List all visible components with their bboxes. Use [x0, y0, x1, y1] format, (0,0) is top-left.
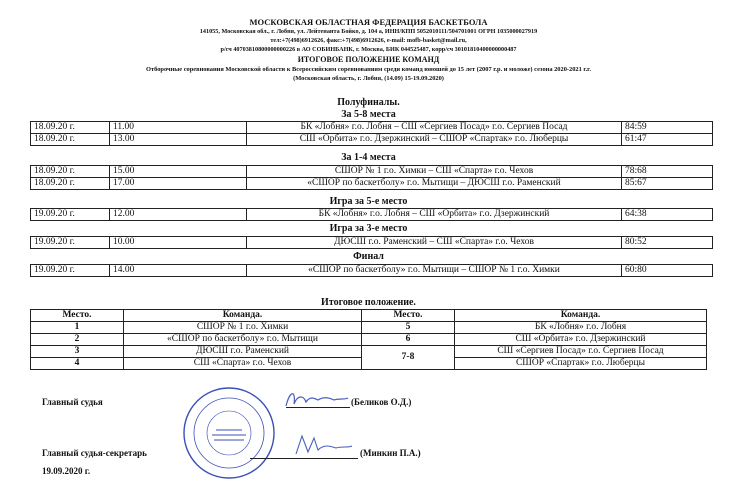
game-match: ДЮСШ г.о. Раменский – СШ «Спарта» г.о. Чехов: [247, 237, 622, 249]
game-date: 18.09.20 г.: [31, 178, 110, 190]
judge-signature-line: [286, 407, 350, 408]
game-score: 61:47: [622, 134, 713, 146]
section-1-4-title: За 1-4 места: [341, 152, 396, 163]
game-match: «СШОР по баскетболу» г.о. Мытищи – СШОР № 1 г.о. Химки: [247, 265, 622, 277]
team: СШ «Спарта» г.о. Чехов: [124, 358, 362, 370]
final-game-title: Финал: [353, 251, 384, 262]
place: 6: [362, 334, 455, 346]
team: ДЮСШ г.о. Раменский: [124, 346, 362, 358]
game-row: [31, 178, 713, 190]
game-date: 19.09.20 г.: [31, 265, 110, 277]
game-date: 19.09.20 г.: [31, 237, 110, 249]
game-date: 18.09.20 г.: [31, 122, 110, 134]
game-match: БК «Лобня» г.о. Лобня – СШ «Орбита» г.о. Дзержинский: [247, 209, 622, 221]
game-row: [31, 265, 713, 277]
place: 2: [31, 334, 124, 346]
game-date: 18.09.20 г.: [31, 134, 110, 146]
game-row: [31, 237, 713, 249]
col-place-header: Место.: [31, 310, 124, 322]
place: 3: [31, 346, 124, 358]
game-time: 14.00: [110, 265, 247, 277]
place: 7-8: [362, 346, 455, 370]
secretary-label: Главный судья-секретарь: [42, 448, 147, 458]
final-game-table: [30, 264, 713, 277]
standings-row: [31, 334, 707, 346]
game-score: 85:67: [622, 178, 713, 190]
standings-title: Итоговое положение.: [321, 297, 416, 308]
game-score: 60:80: [622, 265, 713, 277]
standings-row: [31, 322, 707, 334]
federation-contacts: тел:+7(498)6912626, факс:+7(498)6912626, e-mail: mofb-basket@mail.ru,: [270, 37, 467, 44]
col-team-header: Команда.: [124, 310, 362, 322]
standings-table: [30, 309, 707, 370]
col-place-header: Место.: [362, 310, 455, 322]
game-row: [31, 166, 713, 178]
team: СШ «Орбита» г.о. Дзержинский: [455, 334, 707, 346]
competition-location: (Московская область, г. Лобня, (14.09) 15-19.09.2020): [293, 75, 444, 82]
game-row: [31, 122, 713, 134]
game-date: 18.09.20 г.: [31, 166, 110, 178]
game-time: 13.00: [110, 134, 247, 146]
team: БК «Лобня» г.о. Лобня: [455, 322, 707, 334]
game-time: 15.00: [110, 166, 247, 178]
game-time: 17.00: [110, 178, 247, 190]
game-score: 80:52: [622, 237, 713, 249]
game-score: 84:59: [622, 122, 713, 134]
game-match: СШОР № 1 г.о. Химки – СШ «Спарта» г.о. Чехов: [247, 166, 622, 178]
game-row: [31, 209, 713, 221]
judge-name: (Беликов О.Д.): [351, 397, 412, 407]
standings-header-row: [31, 310, 707, 322]
competition-description: Отборочные соревнования Московской области к Всероссийским соревнованиям среди команд юношей до 15 лет (2007 г.р. и моложе) сезона 2020-2021 г.г.: [146, 66, 591, 73]
game-3rd-table: [30, 236, 713, 249]
game-3rd-title: Игра за 3-е место: [329, 223, 408, 234]
federation-address: 141055, Московская обл., г. Лобня, ул. Лейтенанта Бойко, д. 104 а, ИНН/КПП 5052010111/504701001 ОГРН 1035000027919: [199, 28, 538, 35]
place: 4: [31, 358, 124, 370]
game-date: 19.09.20 г.: [31, 209, 110, 221]
game-match: СШ «Орбита» г.о. Дзержинский – СШОР «Спартак» г.о. Люберцы: [247, 134, 622, 146]
semifinals-title: Полуфиналы.: [337, 97, 400, 108]
team: СШОР № 1 г.о. Химки: [124, 322, 362, 334]
official-stamp-icon: [176, 385, 282, 481]
games-5-8-table: [30, 121, 713, 146]
secretary-name: (Минкин П.А.): [360, 448, 421, 458]
game-time: 12.00: [110, 209, 247, 221]
col-team-header: Команда.: [455, 310, 707, 322]
game-5th-table: [30, 208, 713, 221]
document-title: ИТОГОВОЕ ПОЛОЖЕНИЕ КОМАНД: [297, 55, 440, 64]
games-1-4-table: [30, 165, 713, 190]
document-date: 19.09.2020 г.: [42, 466, 91, 476]
place: 1: [31, 322, 124, 334]
game-score: 64:38: [622, 209, 713, 221]
game-score: 78:68: [622, 166, 713, 178]
game-time: 11.00: [110, 122, 247, 134]
secretary-signature-icon: [292, 430, 354, 458]
stamp-ring: [184, 388, 274, 478]
game-row: [31, 134, 713, 146]
game-match: БК «Лобня» г.о. Лобня – СШ «Сергиев Посад» г.о. Сергиев Посад: [247, 122, 622, 134]
section-5-8-title: За 5-8 места: [341, 109, 396, 120]
game-5th-title: Игра за 5-е место: [329, 196, 408, 207]
judge-label: Главный судья: [42, 397, 103, 407]
team: СШ «Сергиев Посад» г.о. Сергиев Посад: [455, 346, 707, 358]
team: СШОР «Спартак» г.о. Люберцы: [455, 358, 707, 370]
secretary-signature-line: [250, 458, 358, 459]
team: «СШОР по баскетболу» г.о. Мытищи: [124, 334, 362, 346]
federation-bank: р/сч 40703810800000000226 в АО СОБИНБАНК, г. Москва, БИК 044525487, корр/сч 30101810400000000487: [220, 46, 517, 53]
federation-name: МОСКОВСКАЯ ОБЛАСТНАЯ ФЕДЕРАЦИЯ БАСКЕТБОЛА: [249, 17, 488, 27]
place: 5: [362, 322, 455, 334]
judge-signature-icon: [282, 386, 352, 412]
standings-row: [31, 346, 707, 358]
game-time: 10.00: [110, 237, 247, 249]
game-match: «СШОР по баскетболу» г.о. Мытищи – ДЮСШ г.о. Раменский: [247, 178, 622, 190]
